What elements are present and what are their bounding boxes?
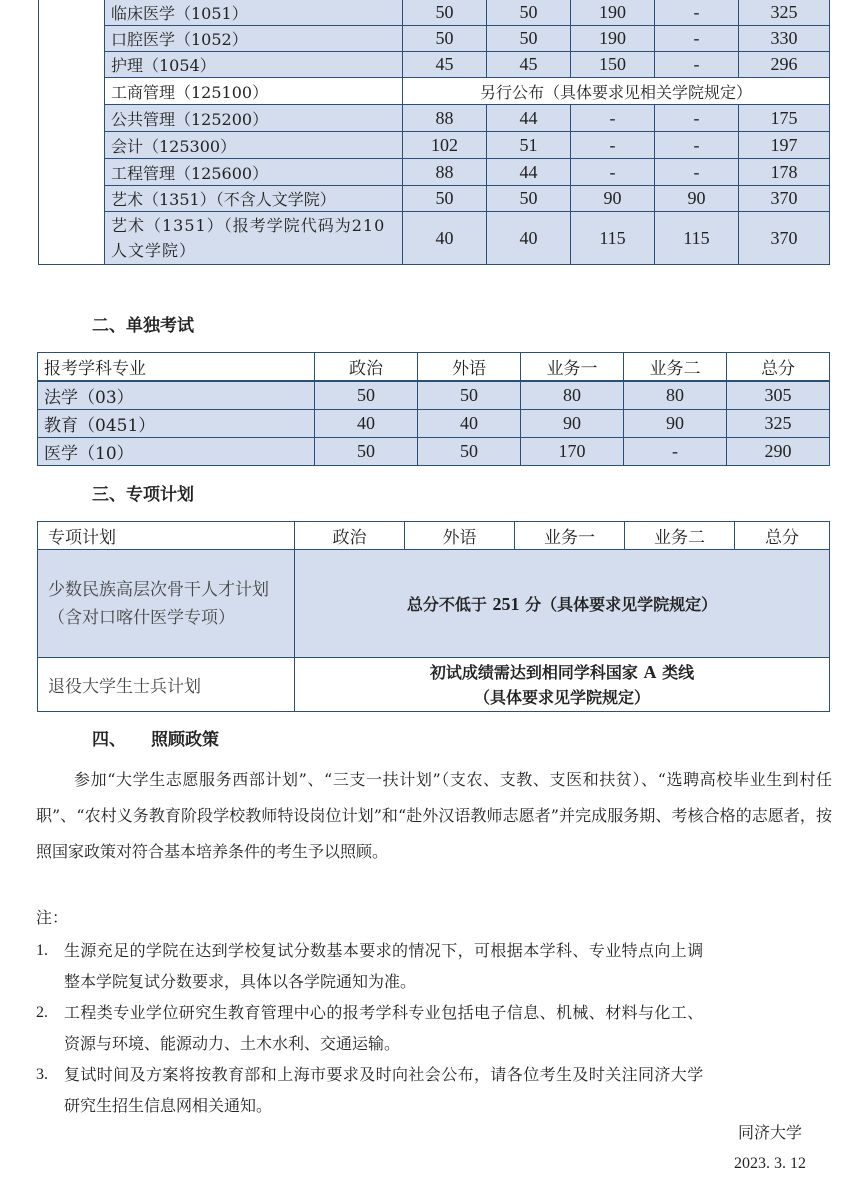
score-cell: 296 [739,52,830,78]
score-cell: 40 [403,212,487,265]
score-cell: 150 [571,52,655,78]
subject-name: 口腔医学（1052） [105,26,403,52]
score-cell: 90 [571,186,655,212]
policy-paragraph: 参加“大学生志愿服务西部计划”、“三支一扶计划”（支农、支教、支医和扶贫）、“选聘高校毕业生到村任职”、“农村义务教育阶段学校教师特设岗位计划”和“赴外汉语教师志愿者”并完成服务期、考核合格的志愿者，按照国家政策对符合基本培养条件的考生予以照顾。 [36,770,832,861]
score-cell: 175 [739,105,830,132]
table-2 [37,352,830,466]
table-2-header: 业务二 [624,353,727,382]
note-line: 生源充足的学院在达到学校复试分数基本要求的情况下，可根据本学科、专业特点向上调 [64,941,704,960]
score-cell: 45 [487,52,571,78]
score-cell: 370 [739,212,830,265]
score-cell: - [655,132,739,159]
row1-pre-text: 总分不低于 [406,595,493,614]
table-1-row [39,0,830,26]
score-cell: 50 [403,26,487,52]
score-cell: - [571,132,655,159]
note-line: 整本学院复试分数要求，具体以各学院通知为准。 [64,972,417,991]
score-cell: 44 [487,105,571,132]
table-3-header: 专项计划 [38,522,295,550]
score-cell: 50 [403,0,487,26]
subject-name: 工商管理（125100） [105,78,403,105]
row1-post-text: 分（具体要求见学院规定） [519,595,718,614]
note-line: 复试时间及方案将按教育部和上海市要求及时向社会公布，请各位考生及时关注同济大学 [64,1065,704,1084]
table-2-header: 总分 [727,353,830,382]
score-cell: 40 [315,410,418,438]
signature-date: 2023. 3. 12 [734,1155,806,1172]
subject-name: 临床医学（1051） [105,0,403,26]
table-2-row [38,410,830,438]
table-1-row [39,186,830,212]
merged-note: 另行公布（具体要求见相关学院规定） [403,78,830,105]
subject-name: 法学（03） [38,381,315,410]
score-cell: 80 [521,381,624,410]
table-1 [38,0,830,265]
row2-line1-grade: A [643,661,657,682]
score-cell: 197 [739,132,830,159]
table-1-row [39,78,830,105]
score-cell: 88 [403,105,487,132]
subject-name: 公共管理（125200） [105,105,403,132]
table-2-header: 业务一 [521,353,624,382]
table-1-row [39,159,830,186]
score-cell: 45 [403,52,487,78]
section-4-title: 照顾政策 [151,730,219,750]
subject-name: 艺术（1351）（报考学院代码为210人文学院） [105,212,403,265]
row2-line1-post: 类线 [656,662,695,682]
section-2-title: 二、单独考试 [92,316,194,336]
table-1-row [39,26,830,52]
table-3-header: 业务一 [515,522,625,550]
score-cell: 50 [403,186,487,212]
score-cell: 190 [571,26,655,52]
score-cell: 50 [315,381,418,410]
table-3-header: 总分 [735,522,830,550]
score-cell: 80 [624,381,727,410]
note-line: 研究生招生信息网相关通知。 [64,1096,273,1115]
score-cell: 102 [403,132,487,159]
table-1-row [39,212,830,265]
notes-label: 注： [36,908,69,927]
table-2-row [38,438,830,466]
score-cell: - [655,159,739,186]
score-cell: 40 [418,410,521,438]
score-cell: 290 [727,438,830,466]
special-plan-row2-name: 退役大学生士兵计划 [38,658,295,712]
table-3 [37,521,830,712]
score-cell: 88 [403,159,487,186]
special-plan-row1-requirement [295,550,830,658]
category-cell [39,0,105,265]
note-line: 资源与环境、能源动力、土木水利、交通运输。 [64,1034,401,1053]
score-cell: 90 [521,410,624,438]
score-cell: - [624,438,727,466]
score-cell: 44 [487,159,571,186]
note-line: 工程类专业学位研究生教育管理中心的报考学科专业包括电子信息、机械、材料与化工、 [64,1003,704,1022]
score-cell: 370 [739,186,830,212]
row2-line1-pre: 初试成绩需达到相同学科国家 [429,662,644,682]
note-number: 1. [36,942,48,959]
subject-name: 会计（125300） [105,132,403,159]
note-number: 3. [36,1066,48,1083]
subject-name: 医学（10） [38,438,315,466]
table-3-header: 外语 [405,522,515,550]
score-cell: 90 [624,410,727,438]
score-cell: - [571,159,655,186]
score-cell: 50 [487,186,571,212]
score-cell: 330 [739,26,830,52]
score-cell: 50 [418,381,521,410]
score-cell: - [655,0,739,26]
score-cell: 190 [571,0,655,26]
table-2-row [38,381,830,410]
score-cell: - [571,105,655,132]
row1-score: 251 [492,594,520,614]
table-2-header: 报考学科专业 [38,353,315,382]
subject-name: 艺术（1351）（不含人文学院） [105,186,403,212]
subject-name: 护理（1054） [105,52,403,78]
signature-org: 同济大学 [738,1123,803,1142]
special-plan-row1-name: 少数民族高层次骨干人才计划（含对口喀什医学专项） [38,550,295,658]
score-cell: 325 [739,0,830,26]
score-cell: 51 [487,132,571,159]
table-1-row [39,52,830,78]
section-3-title: 三、专项计划 [92,485,194,505]
score-cell: 50 [418,438,521,466]
score-cell: 178 [739,159,830,186]
table-2-header: 外语 [418,353,521,382]
note-number: 2. [36,1004,48,1021]
table-3-header: 政治 [295,522,405,550]
score-cell: 50 [487,0,571,26]
table-1-row [39,105,830,132]
section-4-number: 四、 [92,730,126,750]
subject-name: 教育（0451） [38,410,315,438]
score-cell: 325 [727,410,830,438]
row2-line2: （具体要求见学院规定） [473,687,650,707]
score-cell: 90 [655,186,739,212]
score-cell: - [655,52,739,78]
score-cell: 115 [571,212,655,265]
score-cell: 115 [655,212,739,265]
table-1-row [39,132,830,159]
table-3-header: 业务二 [625,522,735,550]
score-cell: 170 [521,438,624,466]
score-cell: - [655,26,739,52]
score-cell: 40 [487,212,571,265]
table-2-header: 政治 [315,353,418,382]
subject-name: 工程管理（125600） [105,159,403,186]
score-cell: 305 [727,381,830,410]
score-cell: 50 [315,438,418,466]
score-cell: - [655,105,739,132]
special-plan-row2-requirement [295,658,830,712]
score-cell: 50 [487,26,571,52]
